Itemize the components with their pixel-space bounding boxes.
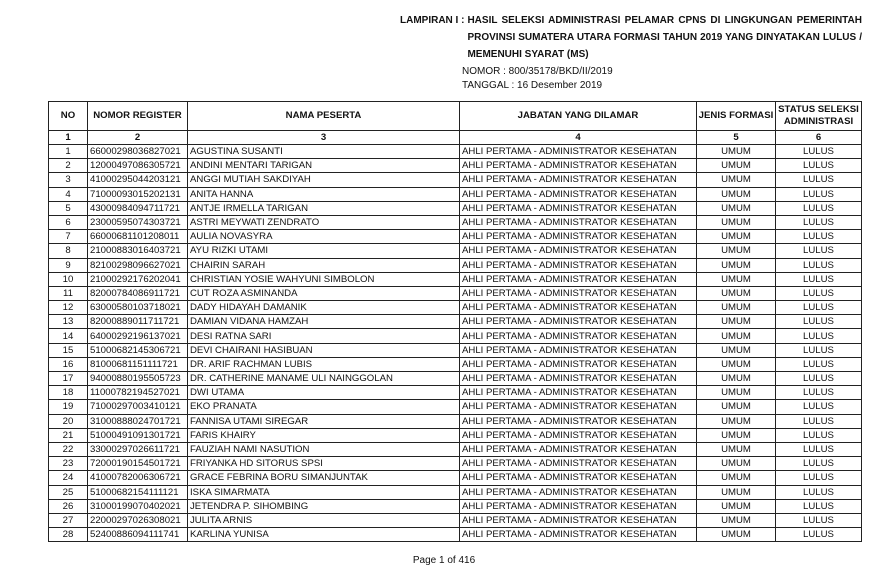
- table-row: [49, 315, 862, 329]
- cell-col-no: 23: [49, 457, 88, 471]
- cell-col-register: 22000297026308021: [88, 513, 188, 527]
- cell-col-register: 52400886094111741: [88, 528, 188, 542]
- cell-col-no: 21: [49, 428, 88, 442]
- cell-col-no: 15: [49, 343, 88, 357]
- cell-col-no: 26: [49, 499, 88, 513]
- cell-col-name: CHAIRIN SARAH: [188, 258, 460, 272]
- cell-col-formation: UMUM: [697, 372, 776, 386]
- column-number-col-no: 1: [49, 131, 88, 145]
- cell-col-formation: UMUM: [697, 329, 776, 343]
- cell-col-status: LULUS: [776, 499, 862, 513]
- cell-col-name: JETENDRA P. SIHOMBING: [188, 499, 460, 513]
- table-row: [49, 173, 862, 187]
- table-row: [49, 386, 862, 400]
- table-row: [49, 485, 862, 499]
- table-row: [49, 244, 862, 258]
- cell-col-name: ANITA HANNA: [188, 187, 460, 201]
- cell-col-register: 94000880195505723: [88, 372, 188, 386]
- column-number-col-formation: 5: [697, 131, 776, 145]
- cell-col-formation: UMUM: [697, 286, 776, 300]
- cell-col-formation: UMUM: [697, 499, 776, 513]
- cell-col-formation: UMUM: [697, 357, 776, 371]
- cell-col-position: AHLI PERTAMA - ADMINISTRATOR KESEHATAN: [460, 244, 697, 258]
- cell-col-name: GRACE FEBRINA BORU SIMANJUNTAK: [188, 471, 460, 485]
- cell-col-position: AHLI PERTAMA - ADMINISTRATOR KESEHATAN: [460, 485, 697, 499]
- cell-col-register: 11000782194527021: [88, 386, 188, 400]
- table-row: [49, 272, 862, 286]
- cell-col-status: LULUS: [776, 400, 862, 414]
- cell-col-position: AHLI PERTAMA - ADMINISTRATOR KESEHATAN: [460, 187, 697, 201]
- table-row: [49, 400, 862, 414]
- cell-col-formation: UMUM: [697, 272, 776, 286]
- cell-col-no: 17: [49, 372, 88, 386]
- cell-col-name: EKO PRANATA: [188, 400, 460, 414]
- cell-col-status: LULUS: [776, 485, 862, 499]
- cell-col-name: ANDINI MENTARI TARIGAN: [188, 159, 460, 173]
- cell-col-name: JULITA ARNIS: [188, 513, 460, 527]
- header-title-block: [400, 12, 862, 63]
- cell-col-status: LULUS: [776, 301, 862, 315]
- cell-col-position: AHLI PERTAMA - ADMINISTRATOR KESEHATAN: [460, 315, 697, 329]
- cell-col-no: 4: [49, 187, 88, 201]
- table-body: [49, 145, 862, 542]
- table-row: [49, 372, 862, 386]
- cell-col-no: 5: [49, 201, 88, 215]
- cell-col-position: AHLI PERTAMA - ADMINISTRATOR KESEHATAN: [460, 372, 697, 386]
- cell-col-position: AHLI PERTAMA - ADMINISTRATOR KESEHATAN: [460, 471, 697, 485]
- cell-col-formation: UMUM: [697, 159, 776, 173]
- cell-col-status: LULUS: [776, 145, 862, 159]
- cell-col-formation: UMUM: [697, 414, 776, 428]
- cell-col-position: AHLI PERTAMA - ADMINISTRATOR KESEHATAN: [460, 414, 697, 428]
- cell-col-register: 66000298036827021: [88, 145, 188, 159]
- table-row: [49, 258, 862, 272]
- cell-col-register: 31000199070402021: [88, 499, 188, 513]
- column-number-col-position: 4: [460, 131, 697, 145]
- cell-col-formation: UMUM: [697, 258, 776, 272]
- cell-col-no: 28: [49, 528, 88, 542]
- column-number-col-register: 2: [88, 131, 188, 145]
- cell-col-register: 51000682154111121: [88, 485, 188, 499]
- table-row: [49, 499, 862, 513]
- table-row: [49, 442, 862, 456]
- cell-col-formation: UMUM: [697, 513, 776, 527]
- cell-col-position: AHLI PERTAMA - ADMINISTRATOR KESEHATAN: [460, 329, 697, 343]
- table-header-row: [49, 102, 862, 131]
- cell-col-name: AGUSTINA SUSANTI: [188, 145, 460, 159]
- cell-col-status: LULUS: [776, 372, 862, 386]
- results-table: [48, 101, 862, 542]
- cell-col-position: AHLI PERTAMA - ADMINISTRATOR KESEHATAN: [460, 215, 697, 229]
- cell-col-register: 41000782006306721: [88, 471, 188, 485]
- cell-col-formation: UMUM: [697, 244, 776, 258]
- cell-col-name: ISKA SIMARMATA: [188, 485, 460, 499]
- cell-col-formation: UMUM: [697, 528, 776, 542]
- table-row: [49, 414, 862, 428]
- header-col-no: NO: [49, 102, 88, 131]
- table-row: [49, 145, 862, 159]
- table-row: [49, 215, 862, 229]
- cell-col-position: AHLI PERTAMA - ADMINISTRATOR KESEHATAN: [460, 400, 697, 414]
- table-row: [49, 428, 862, 442]
- cell-col-formation: UMUM: [697, 145, 776, 159]
- cell-col-formation: UMUM: [697, 230, 776, 244]
- header-col-formation: JENIS FORMASI: [697, 102, 776, 131]
- cell-col-register: 72000190154501721: [88, 457, 188, 471]
- cell-col-no: 13: [49, 315, 88, 329]
- cell-col-register: 51000682145306721: [88, 343, 188, 357]
- cell-col-position: AHLI PERTAMA - ADMINISTRATOR KESEHATAN: [460, 159, 697, 173]
- cell-col-name: FAUZIAH NAMI NASUTION: [188, 442, 460, 456]
- cell-col-register: 82100298096627021: [88, 258, 188, 272]
- table-row: [49, 301, 862, 315]
- cell-col-no: 10: [49, 272, 88, 286]
- table-row: [49, 457, 862, 471]
- cell-col-no: 7: [49, 230, 88, 244]
- cell-col-name: CHRISTIAN YOSIE WAHYUNI SIMBOLON: [188, 272, 460, 286]
- cell-col-register: 31000888024701721: [88, 414, 188, 428]
- document-meta: [400, 65, 862, 93]
- cell-col-formation: UMUM: [697, 471, 776, 485]
- table-row: [49, 357, 862, 371]
- cell-col-register: 21000292176202041: [88, 272, 188, 286]
- cell-col-name: KARLINA YUNISA: [188, 528, 460, 542]
- table-row: [49, 230, 862, 244]
- cell-col-status: LULUS: [776, 272, 862, 286]
- cell-col-register: 82000784086911721: [88, 286, 188, 300]
- cell-col-name: DR. CATHERINE MANAME ULI NAINGGOLAN: [188, 372, 460, 386]
- table-row: [49, 471, 862, 485]
- column-number-col-name: 3: [188, 131, 460, 145]
- cell-col-register: 63000580103718021: [88, 301, 188, 315]
- cell-col-name: DEVI CHAIRANI HASIBUAN: [188, 343, 460, 357]
- cell-col-register: 71000093015202131: [88, 187, 188, 201]
- cell-col-position: AHLI PERTAMA - ADMINISTRATOR KESEHATAN: [460, 357, 697, 371]
- cell-col-no: 1: [49, 145, 88, 159]
- cell-col-no: 19: [49, 400, 88, 414]
- cell-col-name: ANGGI MUTIAH SAKDIYAH: [188, 173, 460, 187]
- cell-col-status: LULUS: [776, 428, 862, 442]
- document-number: NOMOR : 800/35178/BKD/II/2019: [462, 66, 613, 77]
- cell-col-name: FRIYANKA HD SITORUS SPSI: [188, 457, 460, 471]
- cell-col-status: LULUS: [776, 187, 862, 201]
- cell-col-status: LULUS: [776, 201, 862, 215]
- cell-col-register: 71000297003410121: [88, 400, 188, 414]
- attachment-label: LAMPIRAN I :: [400, 15, 465, 26]
- cell-col-status: LULUS: [776, 471, 862, 485]
- cell-col-register: 82000889011711721: [88, 315, 188, 329]
- table-row: [49, 513, 862, 527]
- cell-col-formation: UMUM: [697, 187, 776, 201]
- cell-col-position: AHLI PERTAMA - ADMINISTRATOR KESEHATAN: [460, 201, 697, 215]
- cell-col-no: 11: [49, 286, 88, 300]
- cell-col-status: LULUS: [776, 329, 862, 343]
- cell-col-position: AHLI PERTAMA - ADMINISTRATOR KESEHATAN: [460, 457, 697, 471]
- cell-col-name: ANTJE IRMELLA TARIGAN: [188, 201, 460, 215]
- cell-col-position: AHLI PERTAMA - ADMINISTRATOR KESEHATAN: [460, 513, 697, 527]
- cell-col-position: AHLI PERTAMA - ADMINISTRATOR KESEHATAN: [460, 528, 697, 542]
- cell-col-register: 33000297026611721: [88, 442, 188, 456]
- cell-col-no: 8: [49, 244, 88, 258]
- cell-col-formation: UMUM: [697, 400, 776, 414]
- cell-col-name: ASTRI MEYWATI ZENDRATO: [188, 215, 460, 229]
- cell-col-name: FANNISA UTAMI SIREGAR: [188, 414, 460, 428]
- cell-col-position: AHLI PERTAMA - ADMINISTRATOR KESEHATAN: [460, 442, 697, 456]
- cell-col-name: AULIA NOVASYRA: [188, 230, 460, 244]
- cell-col-no: 14: [49, 329, 88, 343]
- cell-col-position: AHLI PERTAMA - ADMINISTRATOR KESEHATAN: [460, 286, 697, 300]
- table-row: [49, 286, 862, 300]
- cell-col-name: DAMIAN VIDANA HAMZAH: [188, 315, 460, 329]
- column-number-col-status: 6: [776, 131, 862, 145]
- cell-col-status: LULUS: [776, 343, 862, 357]
- cell-col-name: AYU RIZKI UTAMI: [188, 244, 460, 258]
- cell-col-no: 16: [49, 357, 88, 371]
- cell-col-formation: UMUM: [697, 215, 776, 229]
- cell-col-register: 81000681151111721: [88, 357, 188, 371]
- cell-col-formation: UMUM: [697, 173, 776, 187]
- cell-col-formation: UMUM: [697, 343, 776, 357]
- cell-col-status: LULUS: [776, 215, 862, 229]
- cell-col-status: LULUS: [776, 315, 862, 329]
- cell-col-name: DADY HIDAYAH DAMANIK: [188, 301, 460, 315]
- cell-col-position: AHLI PERTAMA - ADMINISTRATOR KESEHATAN: [460, 145, 697, 159]
- cell-col-position: AHLI PERTAMA - ADMINISTRATOR KESEHATAN: [460, 343, 697, 357]
- header-col-register: NOMOR REGISTER: [88, 102, 188, 131]
- cell-col-formation: UMUM: [697, 457, 776, 471]
- cell-col-no: 3: [49, 173, 88, 187]
- cell-col-no: 12: [49, 301, 88, 315]
- cell-col-no: 9: [49, 258, 88, 272]
- header-col-position: JABATAN YANG DILAMAR: [460, 102, 697, 131]
- cell-col-register: 23000595074303721: [88, 215, 188, 229]
- table-row: [49, 201, 862, 215]
- cell-col-formation: UMUM: [697, 201, 776, 215]
- cell-col-no: 18: [49, 386, 88, 400]
- cell-col-name: DESI RATNA SARI: [188, 329, 460, 343]
- cell-col-name: DR. ARIF RACHMAN LUBIS: [188, 357, 460, 371]
- cell-col-register: 21000883016403721: [88, 244, 188, 258]
- cell-col-no: 22: [49, 442, 88, 456]
- cell-col-register: 41000295044203121: [88, 173, 188, 187]
- cell-col-status: LULUS: [776, 386, 862, 400]
- cell-col-no: 24: [49, 471, 88, 485]
- cell-col-formation: UMUM: [697, 315, 776, 329]
- cell-col-formation: UMUM: [697, 485, 776, 499]
- cell-col-register: 43000984094711721: [88, 201, 188, 215]
- cell-col-register: 64000292196137021: [88, 329, 188, 343]
- document-title: HASIL SELEKSI ADMINISTRASI PELAMAR CPNS DI LINGKUNGAN PEMERINTAH PROVINSI SUMATERA UTARA FORMASI TAHUN 2019 YANG DINYATAKAN LULUS / MEMENUHI SYARAT (MS): [467, 15, 862, 60]
- table-row: [49, 343, 862, 357]
- cell-col-status: LULUS: [776, 258, 862, 272]
- cell-col-name: CUT ROZA ASMINANDA: [188, 286, 460, 300]
- cell-col-position: AHLI PERTAMA - ADMINISTRATOR KESEHATAN: [460, 258, 697, 272]
- cell-col-name: DWI UTAMA: [188, 386, 460, 400]
- document-header: [400, 12, 862, 93]
- cell-col-formation: UMUM: [697, 301, 776, 315]
- table-row: [49, 329, 862, 343]
- table-row: [49, 159, 862, 173]
- cell-col-status: LULUS: [776, 442, 862, 456]
- cell-col-status: LULUS: [776, 244, 862, 258]
- document-date: TANGGAL : 16 Desember 2019: [462, 80, 603, 91]
- cell-col-position: AHLI PERTAMA - ADMINISTRATOR KESEHATAN: [460, 230, 697, 244]
- cell-col-status: LULUS: [776, 528, 862, 542]
- cell-col-no: 25: [49, 485, 88, 499]
- cell-col-no: 2: [49, 159, 88, 173]
- cell-col-status: LULUS: [776, 457, 862, 471]
- header-col-name: NAMA PESERTA: [188, 102, 460, 131]
- table-row: [49, 187, 862, 201]
- cell-col-formation: UMUM: [697, 386, 776, 400]
- cell-col-position: AHLI PERTAMA - ADMINISTRATOR KESEHATAN: [460, 386, 697, 400]
- header-col-status: STATUS SELEKSI ADMINISTRASI: [776, 102, 862, 131]
- table-column-number-row: [49, 131, 862, 145]
- cell-col-status: LULUS: [776, 286, 862, 300]
- cell-col-position: AHLI PERTAMA - ADMINISTRATOR KESEHATAN: [460, 428, 697, 442]
- cell-col-status: LULUS: [776, 173, 862, 187]
- cell-col-status: LULUS: [776, 230, 862, 244]
- cell-col-position: AHLI PERTAMA - ADMINISTRATOR KESEHATAN: [460, 272, 697, 286]
- cell-col-register: 12000497086305721: [88, 159, 188, 173]
- table-row: [49, 528, 862, 542]
- cell-col-position: AHLI PERTAMA - ADMINISTRATOR KESEHATAN: [460, 499, 697, 513]
- cell-col-status: LULUS: [776, 159, 862, 173]
- page-number: Page 1 of 416: [412, 555, 476, 566]
- cell-col-name: FARIS KHAIRY: [188, 428, 460, 442]
- cell-col-no: 20: [49, 414, 88, 428]
- cell-col-position: AHLI PERTAMA - ADMINISTRATOR KESEHATAN: [460, 301, 697, 315]
- cell-col-register: 66000681101208011: [88, 230, 188, 244]
- cell-col-status: LULUS: [776, 414, 862, 428]
- cell-col-status: LULUS: [776, 513, 862, 527]
- cell-col-formation: UMUM: [697, 442, 776, 456]
- cell-col-no: 27: [49, 513, 88, 527]
- cell-col-register: 51000491091301721: [88, 428, 188, 442]
- cell-col-formation: UMUM: [697, 428, 776, 442]
- cell-col-no: 6: [49, 215, 88, 229]
- cell-col-status: LULUS: [776, 357, 862, 371]
- cell-col-position: AHLI PERTAMA - ADMINISTRATOR KESEHATAN: [460, 173, 697, 187]
